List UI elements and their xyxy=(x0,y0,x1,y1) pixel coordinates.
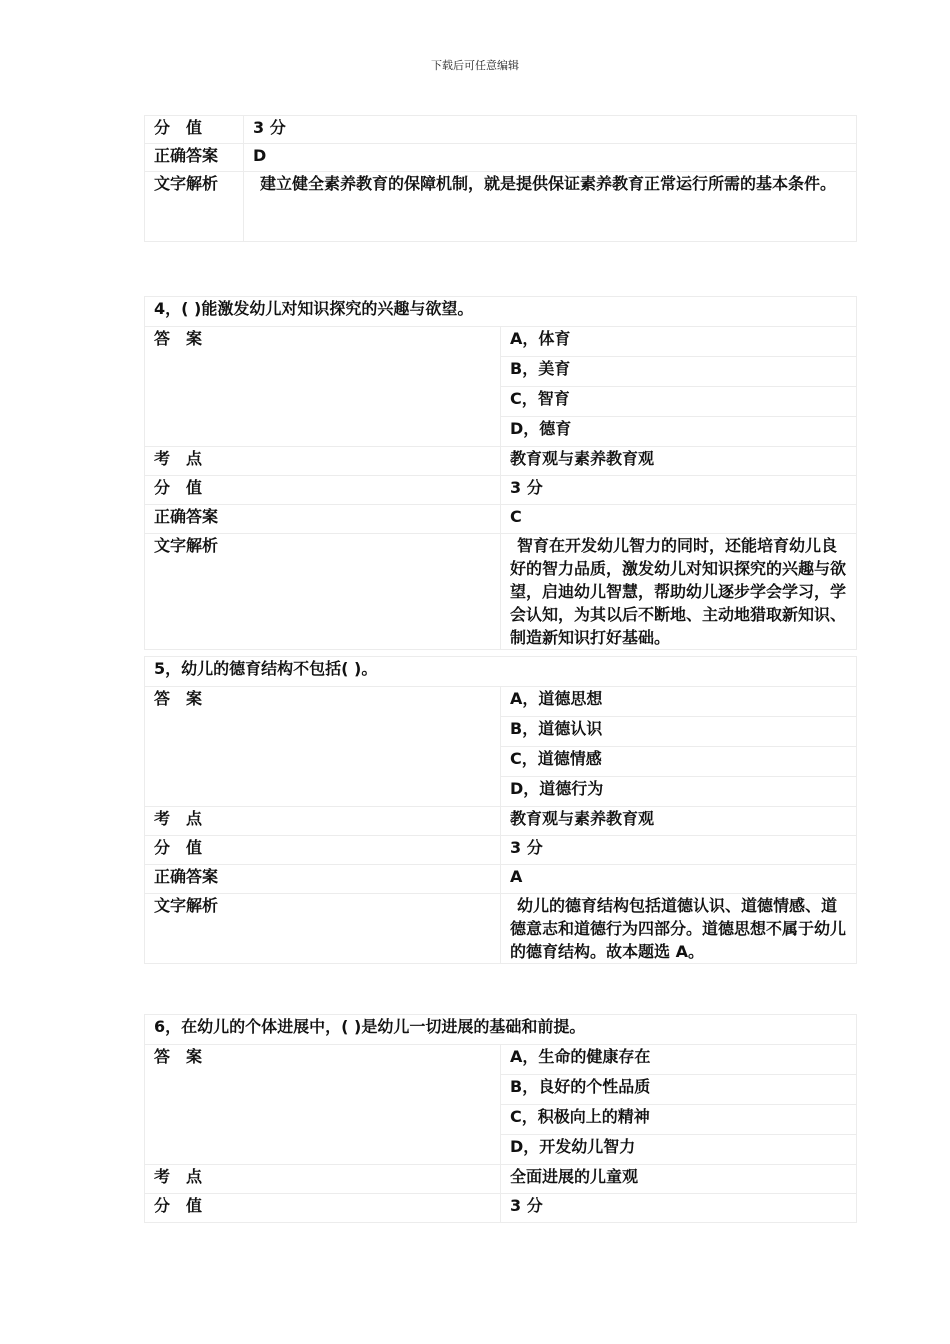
option-d: D，道德行为 xyxy=(501,777,857,807)
correct-answer-value: C xyxy=(501,505,857,534)
answer-label: 答 案 xyxy=(145,687,501,807)
point-label: 考 点 xyxy=(145,807,501,836)
point-value: 教育观与素养教育观 xyxy=(501,447,857,476)
option-c: C，道德情感 xyxy=(501,747,857,777)
question-title: 6，在幼儿的个体进展中，( )是幼儿一切进展的基础和前提。 xyxy=(145,1015,857,1045)
correct-answer-value: D xyxy=(244,144,857,172)
question-4-table xyxy=(144,296,857,650)
option-b: B，道德认识 xyxy=(501,717,857,747)
page-header: 下载后可任意编辑 xyxy=(431,59,519,72)
correct-answer-label: 正确答案 xyxy=(145,505,501,534)
option-b: B，美育 xyxy=(501,357,857,387)
analysis-label: 文字解析 xyxy=(145,534,501,650)
score-label: 分 值 xyxy=(145,116,244,144)
score-value: 3 分 xyxy=(501,476,857,505)
option-a: A，体育 xyxy=(501,327,857,357)
point-value: 教育观与素养教育观 xyxy=(501,807,857,836)
point-label: 考 点 xyxy=(145,1165,501,1194)
question-6-table xyxy=(144,1014,857,1223)
question-title: 4，( )能激发幼儿对知识探究的兴趣与欲望。 xyxy=(145,297,857,327)
score-value: 3 分 xyxy=(244,116,857,144)
analysis-label: 文字解析 xyxy=(145,172,244,242)
point-label: 考 点 xyxy=(145,447,501,476)
question-3-table xyxy=(144,115,857,242)
question-title: 5，幼儿的德育结构不包括( )。 xyxy=(145,657,857,687)
correct-answer-label: 正确答案 xyxy=(145,144,244,172)
option-c: C，积极向上的精神 xyxy=(501,1105,857,1135)
option-a: A，生命的健康存在 xyxy=(501,1045,857,1075)
score-label: 分 值 xyxy=(145,836,501,865)
analysis-text: 幼儿的德育结构包括道德认识、道德情感、道德意志和道德行为四部分。道德思想不属于幼儿的德育结构。故本题选 A。 xyxy=(501,894,857,964)
option-d: D，德育 xyxy=(501,417,857,447)
question-5-table xyxy=(144,656,857,964)
point-value: 全面进展的儿童观 xyxy=(501,1165,857,1194)
correct-answer-label: 正确答案 xyxy=(145,865,501,894)
score-value: 3 分 xyxy=(501,1194,857,1223)
analysis-label: 文字解析 xyxy=(145,894,501,964)
analysis-text: 建立健全素养教育的保障机制，就是提供保证素养教育正常运行所需的基本条件。 xyxy=(244,172,857,242)
correct-answer-value: A xyxy=(501,865,857,894)
score-value: 3 分 xyxy=(501,836,857,865)
option-a: A，道德思想 xyxy=(501,687,857,717)
option-b: B，良好的个性品质 xyxy=(501,1075,857,1105)
score-label: 分 值 xyxy=(145,1194,501,1223)
score-label: 分 值 xyxy=(145,476,501,505)
answer-label: 答 案 xyxy=(145,1045,501,1165)
option-d: D，开发幼儿智力 xyxy=(501,1135,857,1165)
option-c: C，智育 xyxy=(501,387,857,417)
answer-label: 答 案 xyxy=(145,327,501,447)
analysis-text: 智育在开发幼儿智力的同时，还能培育幼儿良好的智力品质，激发幼儿对知识探究的兴趣与欲望，启迪幼儿智慧，帮助幼儿逐步学会学习，学会认知，为其以后不断地、主动地猎取新知识、制造新知识打好基础。 xyxy=(501,534,857,650)
